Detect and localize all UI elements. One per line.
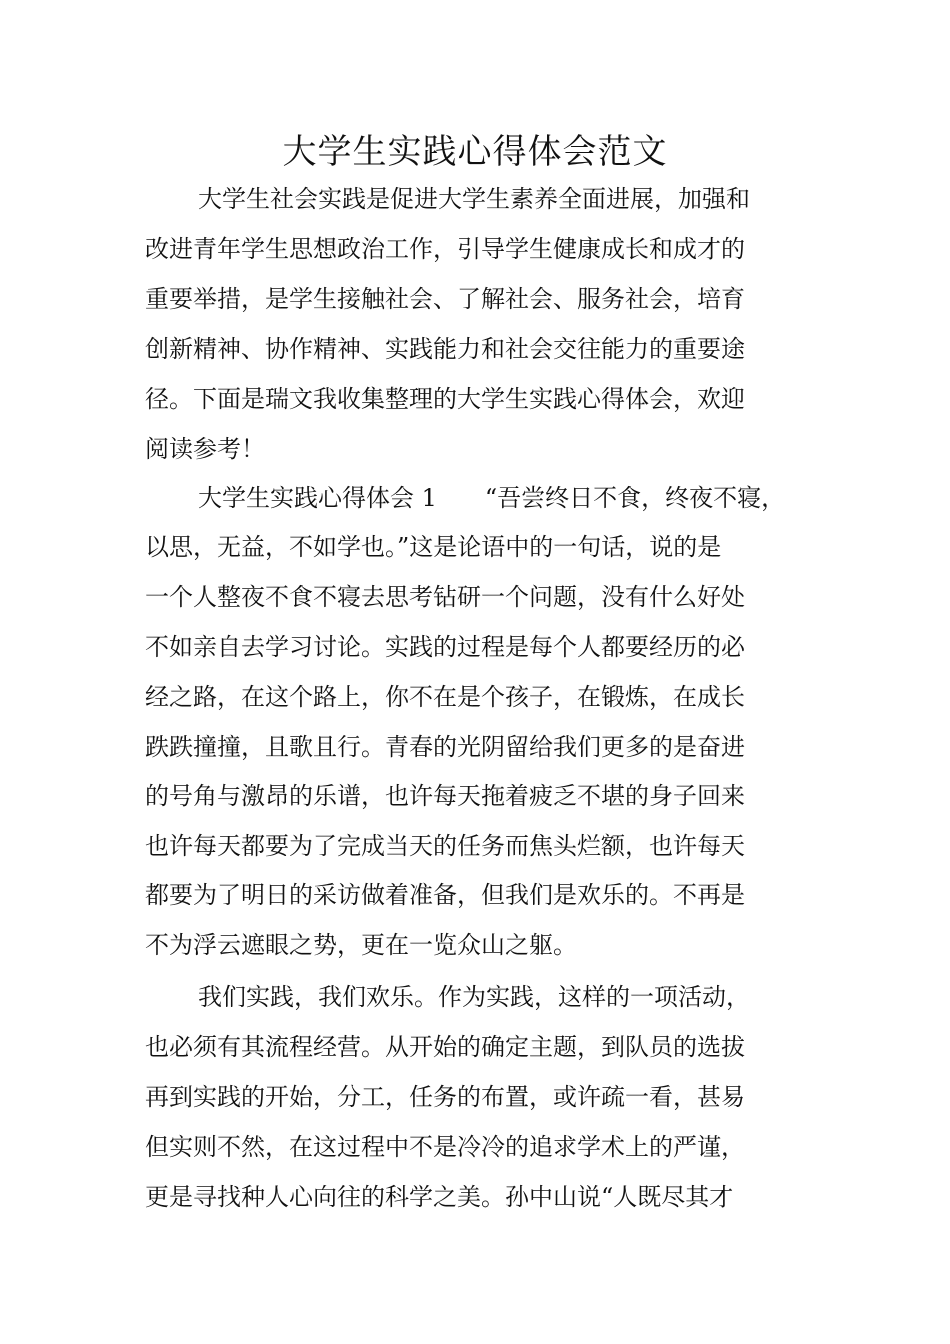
paragraph-3-line-1: 我们实践，我们欢乐。作为实践，这样的一项活动， (198, 983, 750, 1011)
paragraph-2-line-9: 都要为了明日的采访做着准备，但我们是欢乐的。不再是 (145, 881, 745, 909)
paragraph-3-line-2: 也必须有其流程经营。从开始的确定主题，到队员的选拔 (145, 1033, 745, 1061)
document-title: 大学生实践心得体会范文 (282, 132, 668, 172)
paragraph-2-line-6: 跌跌撞撞，且歌且行。青春的光阴留给我们更多的是奋进 (145, 733, 745, 761)
paragraph-3-line-4: 但实则不然，在这过程中不是冷冷的追求学术上的严谨， (145, 1133, 745, 1161)
paragraph-2-line-2: 以思，无益，不如学也。”这是论语中的一句话，说的是 (145, 533, 722, 561)
paragraph-1-line-4: 创新精神、协作精神、实践能力和社会交往能力的重要途 (145, 335, 745, 363)
paragraph-2-line-10: 不为浮云遮眼之势，更在一览众山之躯。 (145, 931, 577, 959)
paragraph-3-line-5: 更是寻找种人心向往的科学之美。孙中山说“人既尽其才 (145, 1183, 734, 1211)
paragraph-1-line-6: 阅读参考！ (145, 435, 265, 463)
paragraph-1-line-5: 径。下面是瑞文我收集整理的大学生实践心得体会，欢迎 (145, 385, 745, 413)
paragraph-3-line-3: 再到实践的开始，分工，任务的布置，或许疏一看，甚易 (145, 1083, 745, 1111)
paragraph-1-line-2: 改进青年学生思想政治工作，引导学生健康成长和成才的 (145, 235, 745, 263)
paragraph-1-line-1: 大学生社会实践是促进大学生素养全面进展，加强和 (198, 185, 750, 213)
paragraph-2-line-4: 不如亲自去学习讨论。实践的过程是每个人都要经历的必 (145, 633, 745, 661)
paragraph-2-line-3: 一个人整夜不食不寝去思考钻研一个问题，没有什么好处 (145, 583, 745, 611)
paragraph-1-line-3: 重要举措，是学生接触社会、了解社会、服务社会，培育 (145, 285, 745, 313)
paragraph-2-line-8: 也许每天都要为了完成当天的任务而焦头烂额，也许每天 (145, 832, 745, 860)
paragraph-2-line-1: 大学生实践心得体会 1 “吾尝终日不食，终夜不寝， (198, 484, 786, 512)
paragraph-2-line-7: 的号角与激昂的乐谱，也许每天拖着疲乏不堪的身子回来 (145, 782, 745, 810)
paragraph-2-line-5: 经之路，在这个路上，你不在是个孩子，在锻炼，在成长 (145, 683, 745, 711)
